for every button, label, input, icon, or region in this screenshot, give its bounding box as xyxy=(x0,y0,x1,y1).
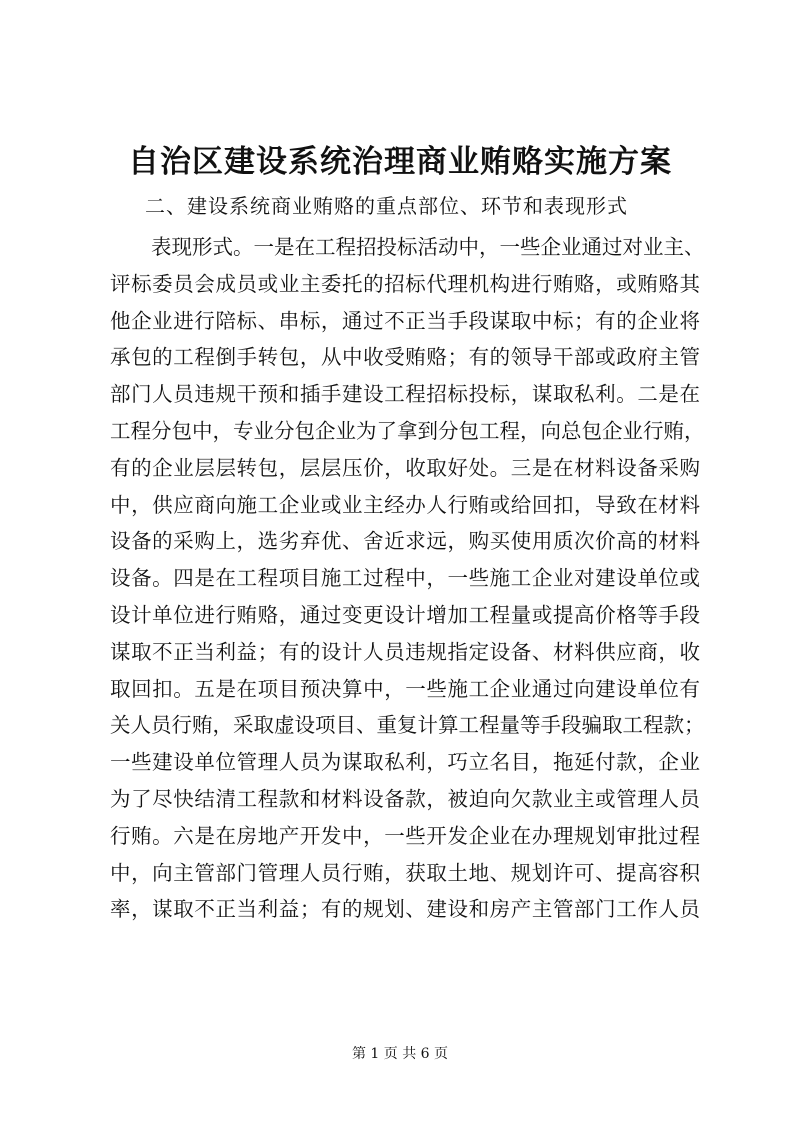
section-heading: 二、建设系统商业贿赂的重点部位、环节和表现形式 xyxy=(145,194,628,218)
body-line: 他企业进行陪标、串标，通过不正当手段谋取中标；有的企业将 xyxy=(110,308,700,333)
body-line: 关人员行贿，采取虚设项目、重复计算工程量等手段骗取工程款； xyxy=(110,713,705,738)
body-line: 设计单位进行贿赂，通过变更设计增加工程量或提高价格等手段 xyxy=(110,602,700,627)
page-footer: 第 1 页 共 6 页 xyxy=(351,1046,449,1062)
body-line: 取回扣。五是在项目预决算中，一些施工企业通过向建设单位有 xyxy=(110,676,700,701)
document-title: 自治区建设系统治理商业贿赂实施方案 xyxy=(128,144,672,180)
body-line: 承包的工程倒手转包，从中收受贿赂；有的领导干部或政府主管 xyxy=(110,345,700,370)
body-line: 为了尽快结清工程款和材料设备款，被迫向欠款业主或管理人员 xyxy=(110,786,700,811)
body-line: 工程分包中，专业分包企业为了拿到分包工程，向总包企业行贿， xyxy=(110,418,705,443)
body-line: 评标委员会成员或业主委托的招标代理机构进行贿赂，或贿赂其 xyxy=(110,271,700,296)
body-line: 有的企业层层转包，层层压价，收取好处。三是在材料设备采购 xyxy=(110,455,700,480)
body-line: 设备的采购上，选劣弃优、舍近求远，购买使用质次价高的材料 xyxy=(110,529,700,554)
body-line: 行贿。六是在房地产开发中，一些开发企业在办理规划审批过程 xyxy=(110,823,700,848)
body-line: 中，向主管部门管理人员行贿，获取土地、规划许可、提高容积 xyxy=(110,860,700,885)
body-line: 中，供应商向施工企业或业主经办人行贿或给回扣，导致在材料 xyxy=(110,492,700,517)
body-line: 设备。四是在工程项目施工过程中，一些施工企业对建设单位或 xyxy=(110,566,700,591)
body-line: 部门人员违规干预和插手建设工程招标投标，谋取私利。二是在 xyxy=(110,382,700,407)
body-text xyxy=(110,229,705,928)
body-line: 谋取不正当利益；有的设计人员违规指定设备、材料供应商，收 xyxy=(110,639,700,664)
body-line: 一些建设单位管理人员为谋取私利，巧立名目，拖延付款，企业 xyxy=(110,750,700,775)
body-line: 率，谋取不正当利益；有的规划、建设和房产主管部门工作人员 xyxy=(110,897,700,922)
body-line: 表现形式。一是在工程招投标活动中，一些企业通过对业主、 xyxy=(151,235,705,259)
